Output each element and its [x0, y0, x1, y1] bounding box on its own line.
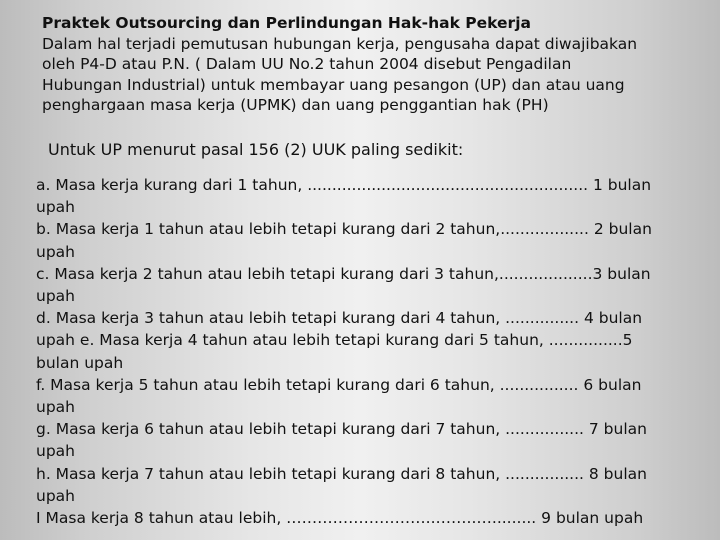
list-line: upah: [36, 398, 75, 417]
list-line: upah: [36, 198, 75, 217]
page-title: Praktek Outsourcing dan Perlindungan Hak-hak Pekerja: [42, 14, 531, 32]
list-line: a. Masa kerja kurang dari 1 tahun, ......................................................... 1 bulan: [36, 176, 652, 194]
list-line: upah e. Masa kerja 4 tahun atau lebih tetapi kurang dari 5 tahun, ...............5: [36, 331, 633, 350]
list-line: upah: [36, 486, 75, 505]
list-line: h. Masa kerja 7 tahun atau lebih tetapi kurang dari 8 tahun, ................ 8 bulan: [36, 464, 647, 483]
list-line: b. Masa kerja 1 tahun atau lebih tetapi kurang dari 2 tahun,.................. 2 bulan: [36, 220, 652, 239]
list-line: I Masa kerja 8 tahun atau lebih, ………………………..……..…......... 9 bulan upah: [36, 509, 644, 528]
list-line: d. Masa kerja 3 tahun atau lebih tetapi kurang dari 4 tahun, ............... 4 bulan: [36, 309, 643, 328]
list-line: bulan upah: [36, 353, 124, 372]
intro-block: [42, 13, 702, 116]
list-line: g. Masa kerja 6 tahun atau lebih tetapi kurang dari 7 tahun, ................ 7 bulan: [36, 420, 647, 439]
list-line: upah: [36, 442, 75, 461]
intro-paragraph: Dalam hal terjadi pemutusan hubungan kerja, pengusaha dapat diwajibakan oleh P4-D atau P.N. ( Dalam UU No.2 tahun 2004 disebut Pengadilan Hubungan Industrial) untuk membayar uang pesangon (UP) dan atau uang penghargaan masa kerja (UPMK) dan uang penggantian hak (PH): [42, 34, 638, 114]
list-line: f. Masa kerja 5 tahun atau lebih tetapi kurang dari 6 tahun, ................ 6 bulan: [36, 375, 642, 394]
severance-list: [36, 174, 696, 529]
list-line: c. Masa kerja 2 tahun atau lebih tetapi kurang dari 3 tahun,...................3 bulan: [36, 264, 651, 283]
list-line: upah: [36, 287, 75, 306]
list-line: upah: [36, 242, 75, 261]
subheading: Untuk UP menurut pasal 156 (2) UUK paling sedikit:: [48, 140, 464, 159]
